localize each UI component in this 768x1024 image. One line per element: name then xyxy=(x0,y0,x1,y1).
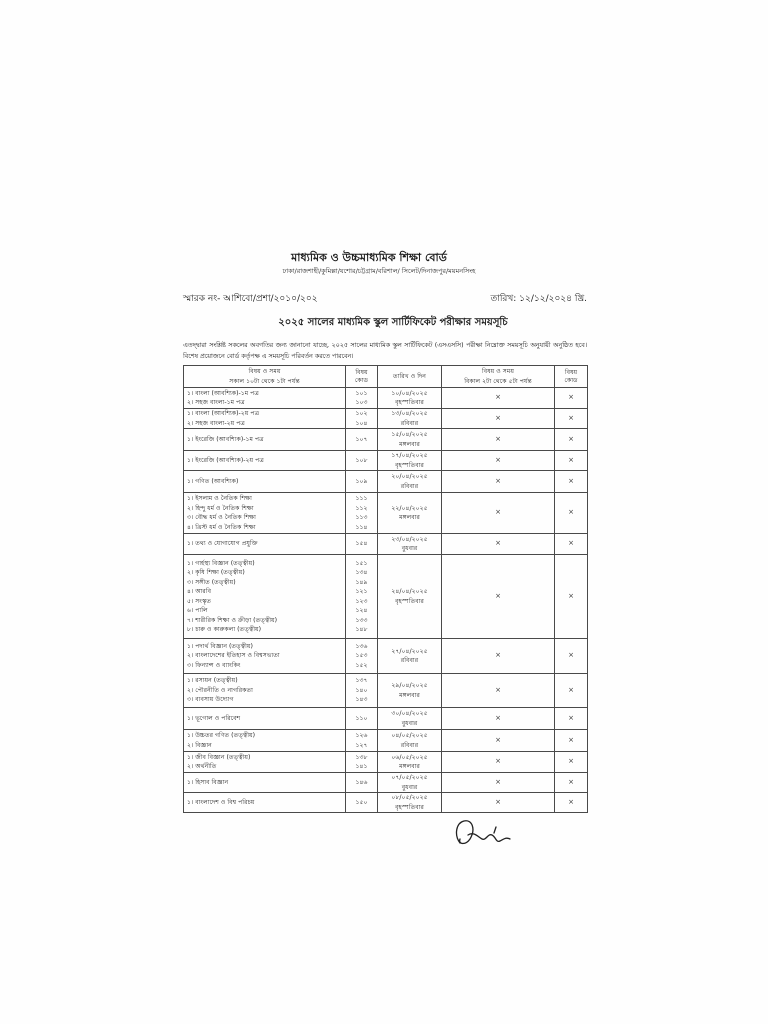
subject-code-cell xyxy=(346,534,378,555)
subject-code-cell xyxy=(346,793,378,813)
subject-code: ১৫১ xyxy=(355,559,368,567)
exam-date: ১৩/০৪/২০২৫ xyxy=(391,410,428,417)
table-row xyxy=(184,730,588,752)
date-day-cell xyxy=(378,471,442,493)
morning-subjects-cell xyxy=(184,639,346,674)
subject-code: ১১০ xyxy=(355,714,368,722)
subject-code: ১৫২ xyxy=(355,661,368,669)
subject-line: ২। সহজ বাংলা-১ম পত্র xyxy=(187,399,245,406)
table-row xyxy=(184,674,588,708)
table-row xyxy=(184,451,588,471)
subject-code: ১৫৪ xyxy=(355,540,368,548)
subject-code: ১১২ xyxy=(355,504,368,512)
subject-line: ৩। বৌদ্ধ ধর্ম ও নৈতিক শিক্ষা xyxy=(187,514,256,521)
table-row xyxy=(184,409,588,429)
subject-line: ১। ইংরেজি (আবশ্যিক)-২য় পত্র xyxy=(187,456,264,464)
boards-list: ঢাকা/রাজশাহী/কুমিল্লা/যশোর/চট্টগ্রাম/বরিশাল/ সিলেট/দিনাজপুর/ময়মনসিংহ xyxy=(282,267,476,275)
exam-day: রবিবার xyxy=(400,419,419,427)
afternoon-code-cell: × xyxy=(555,493,588,534)
afternoon-code-cell: × xyxy=(555,708,588,730)
date-day-cell xyxy=(378,409,442,429)
afternoon-subject-cell: × xyxy=(442,555,555,639)
subject-code: ১০৮ xyxy=(355,456,368,464)
exam-date: ০৮/০৫/২০২৫ xyxy=(391,794,428,801)
subject-code-cell xyxy=(346,451,378,471)
exam-date: ২৪/০৪/২০২৫ xyxy=(391,588,428,595)
table-row xyxy=(184,493,588,534)
subject-line: ১। পদার্থ বিজ্ঞান (তত্ত্বীয়) xyxy=(187,642,253,650)
exam-day: রবিবার xyxy=(400,482,419,490)
afternoon-code-cell: × xyxy=(555,429,588,451)
subject-line: ৩। ব্যবসায় উদ্যোগ xyxy=(187,696,234,704)
subject-code: ১৩৩ xyxy=(355,616,368,624)
afternoon-subject-cell: × xyxy=(442,730,555,752)
subject-code: ১৪০ xyxy=(355,686,368,694)
subject-line: ২। সহজ বাংলা-২য় পত্র xyxy=(187,419,245,427)
afternoon-subject-cell: × xyxy=(442,534,555,555)
exam-date: ২৩/০৪/২০২৫ xyxy=(391,535,428,543)
subject-code-cell xyxy=(346,730,378,752)
exam-day: বুধবার xyxy=(401,719,418,727)
morning-subject-label: বিষয় ও সময় xyxy=(248,368,281,375)
subject-code-cell xyxy=(346,773,378,793)
subject-line: ২। বিজ্ঞান xyxy=(187,741,212,749)
exam-date: ৩০/০৪/২০২৫ xyxy=(391,710,428,717)
date-day-cell xyxy=(378,730,442,752)
afternoon-subject-header xyxy=(442,366,555,388)
subject-code: ১০৯ xyxy=(355,477,368,485)
exam-day: মঙ্গলবার xyxy=(399,440,420,448)
afternoon-code-cell: × xyxy=(555,451,588,471)
subject-line: ২। কৃষি শিক্ষা (তত্ত্বীয়) xyxy=(187,569,245,576)
table-row xyxy=(184,555,588,639)
morning-subjects-cell xyxy=(184,429,346,451)
subject-line: ১। বাংলা (আবশ্যিক)-২য় পত্র xyxy=(187,410,260,417)
subject-code: ১৩৭ xyxy=(355,677,368,685)
subject-line: ১। ইংরেজি (আবশ্যিক)-১ম পত্র xyxy=(187,435,264,443)
subject-code-cell xyxy=(346,752,378,773)
subject-code: ১১৪ xyxy=(355,523,368,531)
table-row xyxy=(184,752,588,773)
date-day-header: তারিখ ও দিন xyxy=(378,366,442,388)
date-day-cell xyxy=(378,752,442,773)
subject-code: ১২১ xyxy=(355,588,368,595)
afternoon-code-cell: × xyxy=(555,730,588,752)
subject-code: ১৪১ xyxy=(355,763,368,770)
subject-code: ১৫৩ xyxy=(355,652,368,660)
morning-subjects-cell xyxy=(184,752,346,773)
afternoon-code-cell: × xyxy=(555,674,588,708)
subject-code: ১১১ xyxy=(355,495,368,502)
morning-subject-header xyxy=(184,366,346,388)
afternoon-code-cell: × xyxy=(555,752,588,773)
table-row xyxy=(184,471,588,493)
subject-line: ৩। সঙ্গীত (তত্ত্বীয়) xyxy=(187,578,236,586)
date-day-cell xyxy=(378,639,442,674)
subject-line: ২। পৌরনীতি ও নাগরিকতা xyxy=(187,686,253,694)
morning-subjects-cell xyxy=(184,388,346,409)
exam-date: ২২/০৪/২০২৫ xyxy=(391,504,428,512)
date-day-cell xyxy=(378,555,442,639)
date-day-cell xyxy=(378,773,442,793)
subject-line: ২। বাংলাদেশের ইতিহাস ও বিশ্বসভ্যতা xyxy=(187,652,280,660)
table-row xyxy=(184,639,588,674)
afternoon-code-cell: × xyxy=(555,471,588,493)
subject-line: ১। গার্হস্থ্য বিজ্ঞান (তত্ত্বীয়) xyxy=(187,559,255,567)
subject-code: ১২৪ xyxy=(355,607,368,614)
exam-date: ০৪/০৫/২০২৫ xyxy=(391,732,428,739)
afternoon-subject-cell: × xyxy=(442,793,555,813)
subject-line: ২। হিন্দু ধর্ম ও নৈতিক শিক্ষা xyxy=(187,504,254,512)
subject-line: ৪। আরবি xyxy=(187,588,212,595)
afternoon-subject-cell: × xyxy=(442,773,555,793)
subject-code: ১০২ xyxy=(355,410,368,417)
exam-schedule-table xyxy=(183,365,588,813)
date-day-cell xyxy=(378,793,442,813)
morning-subjects-cell xyxy=(184,409,346,429)
exam-date: ১০/০৪/২০২৫ xyxy=(391,389,428,397)
morning-subjects-cell xyxy=(184,451,346,471)
afternoon-subject-cell: × xyxy=(442,639,555,674)
subject-code: ১৪৬ xyxy=(355,778,368,786)
afternoon-subject-cell: × xyxy=(442,708,555,730)
table-row xyxy=(184,773,588,793)
date-day-cell xyxy=(378,429,442,451)
table-header-row xyxy=(184,366,588,388)
afternoon-code-cell: × xyxy=(555,773,588,793)
morning-subjects-cell xyxy=(184,674,346,708)
afternoon-code-cell: × xyxy=(555,534,588,555)
date-day-cell xyxy=(378,674,442,708)
exam-date: ১৭/০৪/২০২৫ xyxy=(391,452,428,459)
subject-code: ১৩৮ xyxy=(355,753,368,761)
table-row xyxy=(184,708,588,730)
subject-line: ৬। পালি xyxy=(187,607,208,614)
exam-day: মঙ্গলবার xyxy=(399,691,420,699)
subject-code: ১৪৯ xyxy=(355,578,368,586)
subject-code: ১২৭ xyxy=(355,741,368,749)
date-day-cell xyxy=(378,493,442,534)
subject-code-header: বিষয় কোড xyxy=(346,366,378,388)
afternoon-subject-cell: × xyxy=(442,429,555,451)
morning-subjects-cell xyxy=(184,471,346,493)
subject-line: ১। রসায়ন (তত্ত্বীয়) xyxy=(187,677,238,685)
subject-line: ৩। ফিন্যান্স ও ব্যাংকিং xyxy=(187,661,241,669)
subject-line: ১। হিসাব বিজ্ঞান xyxy=(187,778,229,786)
morning-time-label: সকাল ১০টা থেকে ১টা পর্যন্ত xyxy=(229,377,300,385)
table-row xyxy=(184,793,588,813)
subject-code: ১৩৪ xyxy=(355,569,368,576)
subject-code-cell xyxy=(346,409,378,429)
subject-line: ১। তথ্য ও যোগাযোগ প্রযুক্তি xyxy=(187,540,258,548)
morning-subjects-cell xyxy=(184,708,346,730)
subject-line: ১। ভূগোল ও পরিবেশ xyxy=(187,714,241,722)
memo-line xyxy=(183,291,587,305)
subject-code-cell xyxy=(346,555,378,639)
intro-paragraph: এতদ্দ্বারা সংশ্লিষ্ট সকলের অবগতির জন্য জানানো যাচ্ছে, ২০২৫ সালের মাধ্যমিক স্কুল সার্টিফিকেট (এসএসসি) পরীক্ষা নিম্নোক্ত সময়সূচি অনুযায়ী অনুষ্ঠিত হবে। বিশেষ প্রয়োজনে বোর্ড কর্তৃপক্ষ এ সময়সূচি পরিবর্তন করতে পারবেন। xyxy=(183,342,587,360)
subject-code: ১০৪ xyxy=(355,419,368,427)
subject-line: ১। উচ্চতর গণিত (তত্ত্বীয়) xyxy=(187,732,256,739)
exam-day: রবিবার xyxy=(400,657,419,664)
subject-code: ১৫০ xyxy=(355,798,368,806)
afternoon-subject-label: বিষয় ও সময় xyxy=(482,368,514,375)
date-day-cell xyxy=(378,388,442,409)
morning-subjects-cell xyxy=(184,773,346,793)
subject-code-cell xyxy=(346,388,378,409)
exam-day: বুধবার xyxy=(401,545,418,552)
table-row xyxy=(184,534,588,555)
subject-code-cell xyxy=(346,639,378,674)
subject-code: ১০৭ xyxy=(355,435,368,443)
afternoon-subject-cell: × xyxy=(442,409,555,429)
subject-code: ১০৩ xyxy=(355,399,368,406)
exam-day: মঙ্গলবার xyxy=(399,763,420,770)
subject-line: ১। বাংলাদেশ ও বিশ্ব পরিচয় xyxy=(187,798,255,806)
afternoon-subject-cell: × xyxy=(442,493,555,534)
afternoon-time-label: বিকাল ২টা থেকে ৫টা পর্যন্ত xyxy=(464,377,532,385)
exam-day: বৃহস্পতিবার xyxy=(395,461,424,469)
exam-date: ১৫/০৪/২০২৫ xyxy=(391,431,428,438)
afternoon-code-cell: × xyxy=(555,388,588,409)
subject-line: ১। বাংলা (আবশ্যিক)-১ম পত্র xyxy=(187,389,259,397)
board-title: মাধ্যমিক ও উচ্চমাধ্যমিক শিক্ষা বোর্ড xyxy=(291,251,447,264)
subject-code: ১৪৩ xyxy=(355,696,368,704)
exam-day: বৃহস্পতিবার xyxy=(395,597,424,605)
subject-line: ১। জীব বিজ্ঞান (তত্ত্বীয়) xyxy=(187,753,251,761)
exam-day: বুধবার xyxy=(401,783,418,791)
subject-line: ১। গণিত (আবশ্যিক) xyxy=(187,477,239,485)
exam-day: মঙ্গলবার xyxy=(399,514,420,521)
signature xyxy=(450,813,516,849)
date-day-cell xyxy=(378,708,442,730)
memo-date: তারিখ: ১২/১২/২০২৪ খ্রি. xyxy=(490,294,587,304)
subject-line: ৭। শারীরিক শিক্ষা ও ক্রীড়া (তত্ত্বীয়) xyxy=(187,616,278,624)
afternoon-code-cell: × xyxy=(555,555,588,639)
subject-code-cell xyxy=(346,493,378,534)
subject-code-cell xyxy=(346,471,378,493)
memo-reference: স্মারক নং- আশিবো/প্রশা/২০১০/২০২ xyxy=(183,294,318,304)
subject-code-cell xyxy=(346,674,378,708)
table-row xyxy=(184,388,588,409)
exam-date: ০৬/০৫/২০২৫ xyxy=(391,753,428,761)
morning-subjects-cell xyxy=(184,555,346,639)
exam-day: বৃহস্পতিবার xyxy=(395,803,424,811)
morning-subjects-cell xyxy=(184,730,346,752)
morning-subjects-cell xyxy=(184,493,346,534)
subject-code-cell xyxy=(346,429,378,451)
exam-date: ২৭/০৪/২০২৫ xyxy=(391,647,428,655)
afternoon-subject-cell: × xyxy=(442,471,555,493)
subject-code: ১২৬ xyxy=(355,732,368,739)
afternoon-subject-cell: × xyxy=(442,451,555,471)
exam-day: বৃহস্পতিবার xyxy=(395,399,424,406)
afternoon-subject-cell: × xyxy=(442,752,555,773)
subject-code: ১২৩ xyxy=(355,597,368,605)
afternoon-code-header: বিষয় কোড xyxy=(555,366,588,388)
subject-line: ২। অর্থনীতি xyxy=(187,763,217,770)
subject-line: ৫। সংস্কৃত xyxy=(187,597,212,605)
exam-day: রবিবার xyxy=(400,741,419,749)
subject-code: ১৪৮ xyxy=(355,626,368,633)
subject-code-cell xyxy=(346,708,378,730)
afternoon-subject-cell: × xyxy=(442,388,555,409)
subject-line: ৮। চারু ও কারুকলা (তত্ত্বীয়) xyxy=(187,626,262,633)
morning-subjects-cell xyxy=(184,793,346,813)
morning-subjects-cell xyxy=(184,534,346,555)
subject-code: ১৩৬ xyxy=(355,642,368,650)
subject-code: ১০১ xyxy=(355,389,368,397)
exam-date: ২০/০৪/২০২৫ xyxy=(391,473,428,480)
exam-date: ২৯/০৪/২০২৫ xyxy=(391,682,428,689)
subject-line: ৪। খ্রিস্ট ধর্ম ও নৈতিক শিক্ষা xyxy=(187,523,256,531)
exam-date: ০৭/০৫/২০২৫ xyxy=(391,774,428,781)
date-day-cell xyxy=(378,534,442,555)
afternoon-subject-cell: × xyxy=(442,674,555,708)
notice-title: ২০২৫ সালের মাধ্যমিক স্কুল সার্টিফিকেট পরীক্ষার সময়সূচি xyxy=(278,317,508,328)
date-day-cell xyxy=(378,451,442,471)
afternoon-code-cell: × xyxy=(555,639,588,674)
afternoon-code-cell: × xyxy=(555,409,588,429)
subject-code: ১১৩ xyxy=(355,514,368,521)
afternoon-code-cell: × xyxy=(555,793,588,813)
subject-line: ১। ইসলাম ও নৈতিক শিক্ষা xyxy=(187,495,252,502)
table-row xyxy=(184,429,588,451)
